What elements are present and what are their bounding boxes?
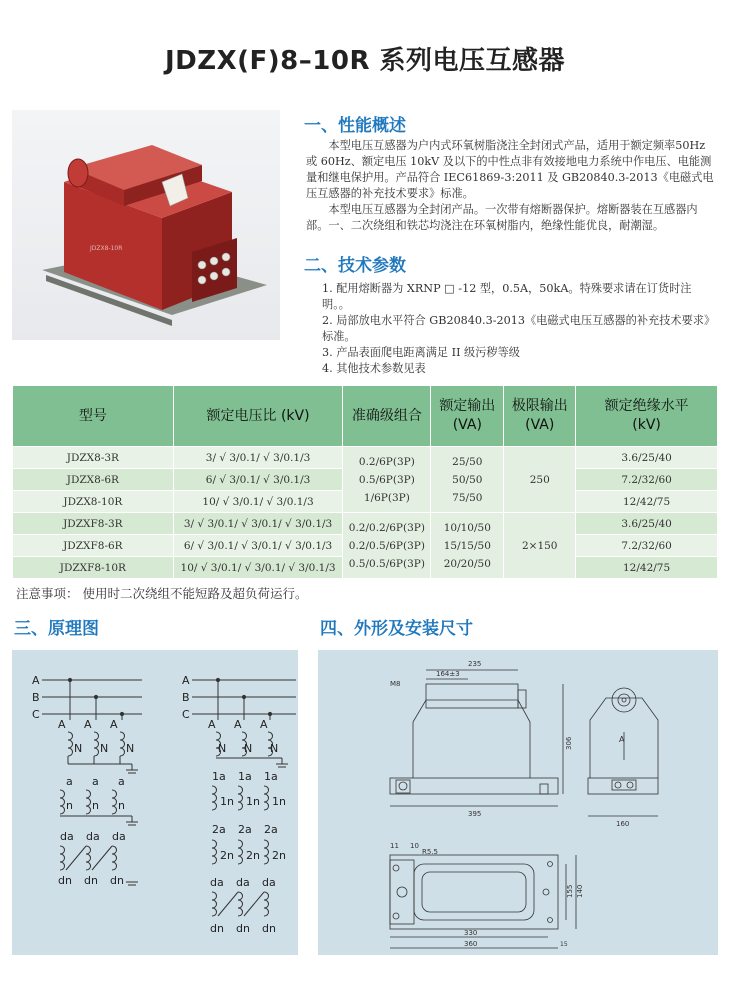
left-open-delta-coils <box>58 830 138 887</box>
svg-text:da: da <box>210 876 224 889</box>
svg-text:A: A <box>110 718 118 731</box>
svg-text:2a: 2a <box>264 823 278 836</box>
section2-list <box>306 281 718 377</box>
phase-label-a: A <box>32 674 40 687</box>
left-secondary-coils <box>60 775 138 825</box>
svg-text:A: A <box>182 674 190 687</box>
svg-text:dn: dn <box>110 874 124 887</box>
section3-heading: 三、原理图 <box>14 619 99 639</box>
header-ratio: 额定电压比 (kV) <box>173 386 343 447</box>
svg-text:1a: 1a <box>238 770 252 783</box>
cell-insulation: 7.2/32/60 <box>576 469 718 491</box>
dim-140: 140 <box>576 884 584 898</box>
svg-text:A: A <box>234 718 242 731</box>
left-primary-coils <box>58 718 138 773</box>
cell-insulation: 12/42/75 <box>576 557 718 579</box>
svg-text:JDZX8-10R: JDZX8-10R <box>90 245 123 252</box>
dimension-panel <box>318 650 718 955</box>
svg-text:dn: dn <box>210 922 224 935</box>
dim-10: 10 <box>410 842 419 850</box>
cell-insulation: 7.2/32/60 <box>576 535 718 557</box>
wiring-diagram <box>12 650 298 955</box>
svg-text:1n: 1n <box>220 795 234 808</box>
dimension-drawing <box>318 650 718 955</box>
transformer-illustration <box>12 110 280 340</box>
spec-item: 3. 产品表面爬电距离满足 II 级污秽等级 <box>322 346 520 359</box>
cell-limit-group2: 2×150 <box>504 513 576 579</box>
right-open-delta-coils <box>210 876 276 935</box>
section1-text <box>306 138 718 234</box>
cell-output-group2: 10/10/50 15/15/50 20/20/50 <box>431 513 504 579</box>
cell-model: JDZX8-3R <box>13 447 174 469</box>
cell-ratio: 3/ √ 3/0.1/ √ 3/0.1/3 <box>173 447 343 469</box>
svg-text:2n: 2n <box>272 849 286 862</box>
dim-395: 395 <box>468 810 482 818</box>
section1-heading: 一、性能概述 <box>304 116 406 136</box>
cell-ratio: 10/ √ 3/0.1/ √ 3/0.1/ √ 3/0.1/3 <box>173 557 343 579</box>
svg-text:N: N <box>270 742 279 755</box>
spec-item: 4. 其他技术参数见表 <box>322 362 426 375</box>
cell-model: JDZXF8-10R <box>13 557 174 579</box>
section4-heading: 四、外形及安装尺寸 <box>320 619 473 639</box>
dim-330: 330 <box>464 929 478 937</box>
table-row <box>13 447 718 469</box>
section1-paragraph-1: 本型电压互感器为户内式环氧树脂浇注全封闭式产品，适用于额定频率50Hz 或 60Hz、额定电压 10kV 及以下的中性点非有效接地电力系统中作电压、电能测量和继电保护用。产品符合 IEC61869-3:2011 及 GB20840.3-2013《电磁式电压互感器的补充技术要求》标准。 <box>306 139 714 200</box>
svg-text:N: N <box>126 742 135 755</box>
svg-text:da: da <box>262 876 276 889</box>
cell-insulation: 3.6/25/40 <box>576 447 718 469</box>
spec-table <box>12 385 718 579</box>
front-view <box>390 660 573 818</box>
header-limit: 极限输出 (VA) <box>504 386 576 447</box>
table-row <box>13 513 718 535</box>
svg-text:da: da <box>236 876 250 889</box>
cell-model: JDZXF8-3R <box>13 513 174 535</box>
usage-note: 注意事项： 使用时二次绕组不能短路及超负荷运行。 <box>16 586 308 601</box>
svg-text:dn: dn <box>236 922 250 935</box>
svg-text:2a: 2a <box>238 823 252 836</box>
right-diagram <box>182 674 296 935</box>
svg-text:1n: 1n <box>272 795 286 808</box>
arrow-a: A <box>619 735 625 744</box>
svg-text:1n: 1n <box>246 795 260 808</box>
dim-235: 235 <box>468 660 482 668</box>
svg-text:1a: 1a <box>264 770 278 783</box>
svg-text:a: a <box>66 775 73 788</box>
svg-text:dn: dn <box>84 874 98 887</box>
section1-paragraph-2: 本型电压互感器为全封闭产品。一次带有熔断器保护。熔断器装在互感器内部。一、二次绕组和铁芯均浇注在环氧树脂内，绝缘性能优良，耐潮湿。 <box>306 203 698 232</box>
cell-ratio: 6/ √ 3/0.1/ √ 3/0.1/3 <box>173 469 343 491</box>
header-output: 额定输出 (VA) <box>431 386 504 447</box>
dim-164: 164±3 <box>436 670 460 678</box>
cell-insulation: 12/42/75 <box>576 491 718 513</box>
spec-item: 2. 局部放电水平符合 GB20840.3-2013《电磁式电压互感器的补充技术要求》标准。 <box>322 314 716 343</box>
cell-ratio: 3/ √ 3/0.1/ √ 3/0.1/ √ 3/0.1/3 <box>173 513 343 535</box>
svg-text:dn: dn <box>262 922 276 935</box>
cell-model: JDZX8-10R <box>13 491 174 513</box>
right-secondary1-coils <box>212 770 286 810</box>
cell-ratio: 10/ √ 3/0.1/ √ 3/0.1/3 <box>173 491 343 513</box>
header-accuracy: 准确级组合 <box>343 386 431 447</box>
svg-text:N: N <box>244 742 253 755</box>
dim-360: 360 <box>464 940 478 948</box>
top-view <box>390 842 584 948</box>
right-secondary2-coils <box>212 823 286 864</box>
svg-text:dn: dn <box>58 874 72 887</box>
side-view <box>588 688 658 828</box>
svg-text:da: da <box>112 830 126 843</box>
svg-text:N: N <box>218 742 227 755</box>
product-photo <box>12 110 280 340</box>
page-title: JDZX(F)8–10R 系列电压互感器 <box>164 46 566 76</box>
phase-label-b: B <box>32 691 40 704</box>
label-r55: R5.5 <box>422 848 438 856</box>
phase-label-c: C <box>32 708 40 721</box>
svg-text:n: n <box>92 799 99 812</box>
cell-insulation: 3.6/25/40 <box>576 513 718 535</box>
svg-text:1a: 1a <box>212 770 226 783</box>
svg-text:da: da <box>86 830 100 843</box>
svg-text:2n: 2n <box>220 849 234 862</box>
dim-15: 15 <box>560 941 568 948</box>
cell-model: JDZX8-6R <box>13 469 174 491</box>
cell-limit-group1: 250 <box>504 447 576 513</box>
svg-text:A: A <box>58 718 66 731</box>
svg-text:C: C <box>182 708 190 721</box>
svg-text:2n: 2n <box>246 849 260 862</box>
section2-heading: 二、技术参数 <box>304 256 406 276</box>
svg-text:n: n <box>66 799 73 812</box>
cell-accuracy-group2: 0.2/0.2/6P(3P) 0.2/0.5/6P(3P) 0.5/0.5/6P(3P) <box>343 513 431 579</box>
svg-text:A: A <box>84 718 92 731</box>
cell-accuracy-group1: 0.2/6P(3P) 0.5/6P(3P) 1/6P(3P) <box>343 447 431 513</box>
cell-ratio: 6/ √ 3/0.1/ √ 3/0.1/ √ 3/0.1/3 <box>173 535 343 557</box>
table-header-row <box>13 386 718 447</box>
svg-text:da: da <box>60 830 74 843</box>
svg-text:A: A <box>260 718 268 731</box>
dim-11: 11 <box>390 842 399 850</box>
cell-output-group1: 25/50 50/50 75/50 <box>431 447 504 513</box>
schematic-panel <box>12 650 298 955</box>
spec-item: 1. 配用熔断器为 XRNP □ -12 型，0.5A，50kA。特殊要求请在订货时注明。。 <box>322 282 692 311</box>
header-insulation: 额定绝缘水平 (kV) <box>576 386 718 447</box>
dim-306: 306 <box>565 736 573 750</box>
cell-model: JDZXF8-6R <box>13 535 174 557</box>
header-model: 型号 <box>13 386 174 447</box>
label-m8: M8 <box>390 680 401 688</box>
svg-text:a: a <box>92 775 99 788</box>
svg-text:2a: 2a <box>212 823 226 836</box>
svg-text:B: B <box>182 691 190 704</box>
dim-155: 155 <box>566 884 574 898</box>
svg-text:N: N <box>100 742 109 755</box>
left-diagram <box>32 674 142 887</box>
svg-text:A: A <box>208 718 216 731</box>
dim-160: 160 <box>616 820 630 828</box>
right-primary-coils <box>208 718 288 767</box>
svg-text:N: N <box>74 742 83 755</box>
svg-text:a: a <box>118 775 125 788</box>
svg-text:n: n <box>118 799 125 812</box>
